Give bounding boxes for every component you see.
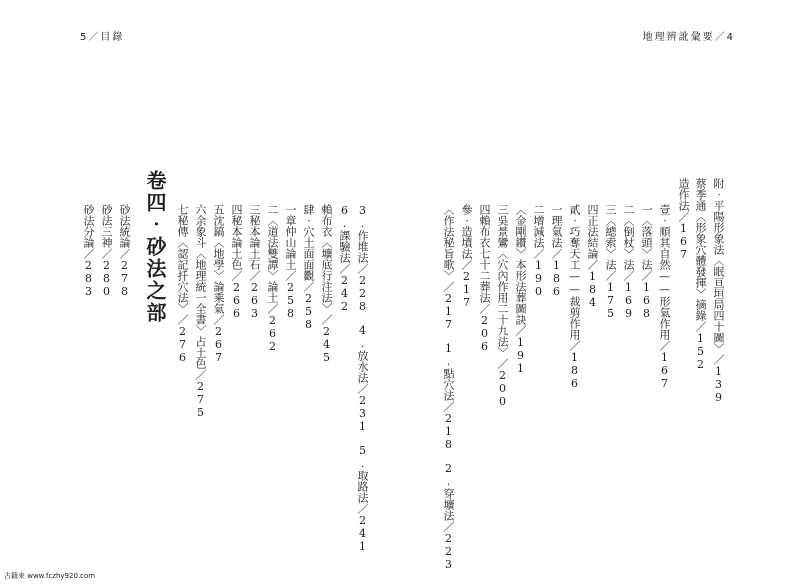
toc-entry: 二︿道法雙譚﹀論土／262: [266, 204, 279, 353]
toc-entry: 壹‧順其自然——形氣作用／167: [658, 204, 671, 390]
toc-entry: 四秘本論土色／266: [230, 204, 243, 320]
toc-entry: 賴布衣︿壙底行注法﹀／245: [320, 204, 333, 364]
toc-entry: ︿作法秘旨歌﹀／217 1.點穴法／218 2.穿壙法／223: [442, 204, 455, 571]
toc-entry: 肆‧穴土面面觀／258: [302, 204, 315, 331]
toc-entry: 一章仲山論土／258: [284, 204, 297, 320]
toc-entry: 四賴布衣七十二葬法／206: [478, 204, 491, 353]
toc-entry: 蔡季通︿形象穴體發揮﹀摘錄／152: [694, 178, 707, 371]
running-header-right: 地理辨訛彙要／4: [642, 32, 735, 43]
section-title: 卷四‧砂法之部: [143, 170, 167, 324]
toc-entry: ︿金剛鑽﹀本形法葬圖訣／191: [514, 204, 527, 375]
toc-entry: 6.課驗法／242: [338, 204, 351, 313]
toc-entry: 四正法結論／184: [586, 204, 599, 309]
toc-entry: 五沈鎬︿地學﹀論乘氣／267: [212, 204, 225, 364]
toc-entry: 造作法／167: [677, 178, 690, 261]
toc-entry: 三吳景鸞︿穴內作用二十九法﹀／200: [496, 204, 509, 408]
toc-entry: 貳‧巧奪天工——裁剪作用／186: [568, 204, 581, 390]
toc-entry: 砂法三神／280: [100, 204, 113, 298]
toc-entry: 二︿倒杖﹀法／169: [622, 204, 635, 320]
toc-entry: 一︿落頭﹀法／168: [640, 204, 653, 320]
toc-entry: 附‧平陽形象法︿眠亘垣局四十圖﹀／139: [712, 178, 725, 404]
toc-entry: 六余象斗︿地理統一全書﹀占土色／275: [194, 204, 207, 419]
toc-entry: 砂法分論／283: [82, 204, 95, 298]
toc-entry: 3.作堆法／228 4.放水法／231 5.取路法／241: [356, 204, 369, 553]
toc-entry: 三︿總索﹀法／175: [604, 204, 617, 320]
toc-entry: 三秘本論土石／263: [248, 204, 261, 320]
toc-entry: 參‧造墳法／217: [460, 204, 473, 309]
toc-entry: 二增減法／190: [532, 204, 545, 298]
toc-entry: 砂法統論／278: [118, 204, 131, 298]
watermark-text: 古籍來 www.fczhy920.com: [4, 572, 96, 580]
toc-entry: 七秘傳︿認記扦穴法﹀／276: [176, 204, 189, 364]
running-header-left: 5／目錄: [80, 32, 125, 43]
toc-entry: 一理氣法／186: [550, 204, 563, 298]
